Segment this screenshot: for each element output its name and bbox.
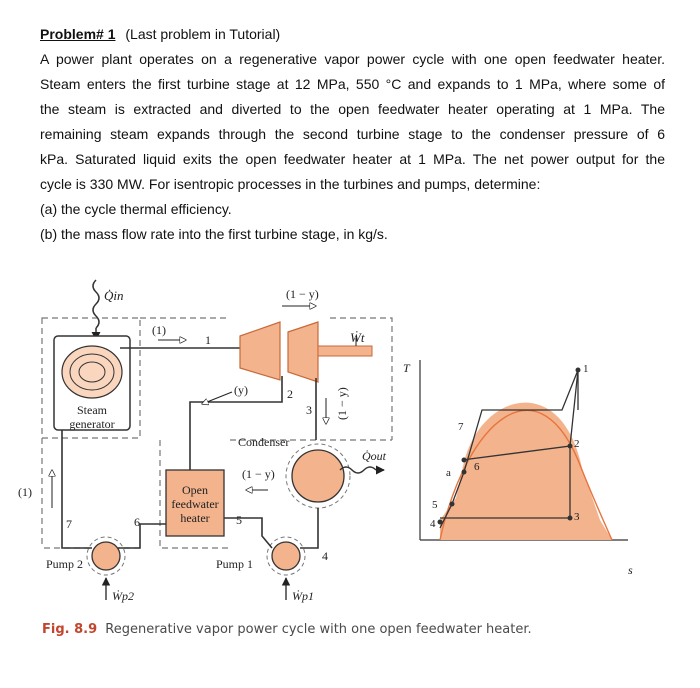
state-6: 6 [134, 515, 140, 529]
ts-diagram [403, 360, 633, 577]
part-b: (b) the mass flow rate into the first turbine stage, in kg/s. [40, 226, 388, 242]
ofwh-label-open: Open [182, 483, 208, 497]
state-4: 4 [322, 549, 328, 563]
statement-line-2: Steam enters the first turbine stage at 12 MPa, 550 °C and expands to 1 MPa, where some of [40, 76, 665, 92]
ofwh-label-heater: heater [180, 511, 210, 525]
figure-caption [42, 622, 532, 637]
ts-state-1: 1 [583, 363, 589, 375]
turbine-stage-2 [288, 322, 318, 382]
t-axis-label: T [403, 361, 410, 375]
problem-heading [40, 22, 665, 47]
s-axis-label: s [628, 563, 633, 577]
condenser [292, 450, 344, 502]
ofwh-label-feedwater: feedwater [171, 497, 219, 511]
y-label: (y) [234, 383, 248, 397]
wt-label: Ẇt [350, 330, 365, 345]
statement-line-6: cycle is 330 MW. For isentropic processes in the turbines and pumps, determine: [40, 176, 541, 192]
figure-number: Fig. 8.9 [42, 622, 98, 637]
q-out-label: Q̇out [362, 449, 386, 463]
wp2-label: Ẇp2 [112, 589, 134, 603]
label-1-top: (1) [152, 323, 166, 337]
label-1-y-top: (1 − y) [286, 287, 319, 301]
label-1-y-vert: (1 − y) [335, 387, 349, 420]
pump-2 [92, 542, 120, 570]
pump-1-label: Pump 1 [216, 557, 254, 571]
ts-state-7: 7 [458, 421, 464, 433]
state-5: 5 [236, 513, 242, 527]
ts-state-4: 4 [430, 518, 436, 530]
pump-1 [272, 542, 300, 570]
q-in-label: Q̇in [104, 288, 124, 303]
statement-line-3: the steam is extracted and diverted to the open feedwater heater operating at 1 MPa. The [40, 101, 665, 117]
label-1-left: (1) [18, 485, 32, 499]
ts-state-2: 2 [574, 438, 580, 450]
condenser-label: Condenser [238, 435, 290, 449]
label-1-y-mid: (1 − y) [242, 467, 275, 481]
heat-input-squiggle [93, 280, 99, 328]
generator-label: generator [69, 417, 115, 431]
problem-statement [40, 22, 665, 247]
state-2: 2 [287, 387, 293, 401]
turbine-shaft [318, 346, 372, 356]
ts-state-6: 6 [474, 461, 480, 473]
turbine-stage-1 [240, 322, 280, 380]
state-1: 1 [205, 333, 211, 347]
statement-line-1: A power plant operates on a regenerative vapor power cycle with one open feedwater heater. [40, 51, 665, 67]
problem-number: Problem# 1 [40, 26, 116, 42]
statement-line-4: remaining steam expands through the second turbine stage to the condenser pressure of 6 [40, 126, 665, 142]
wp1-label: Ẇp1 [292, 589, 314, 603]
figure-caption-text: Regenerative vapor power cycle with one open feedwater heater. [105, 622, 532, 637]
steam-label: Steam [77, 403, 107, 417]
ts-state-a: a [446, 467, 451, 479]
part-a: (a) the cycle thermal efficiency. [40, 201, 232, 217]
pump-2-label: Pump 2 [46, 557, 84, 571]
ts-state-5: 5 [432, 499, 438, 511]
statement-line-5: kPa. Saturated liquid exits the open feedwater heater at 1 MPa. The net power output for the [40, 151, 665, 167]
ts-state-3: 3 [574, 511, 580, 523]
state-7: 7 [66, 517, 72, 531]
cycle-figure [0, 260, 700, 620]
problem-note: (Last problem in Tutorial) [125, 26, 281, 42]
state-3: 3 [306, 403, 312, 417]
